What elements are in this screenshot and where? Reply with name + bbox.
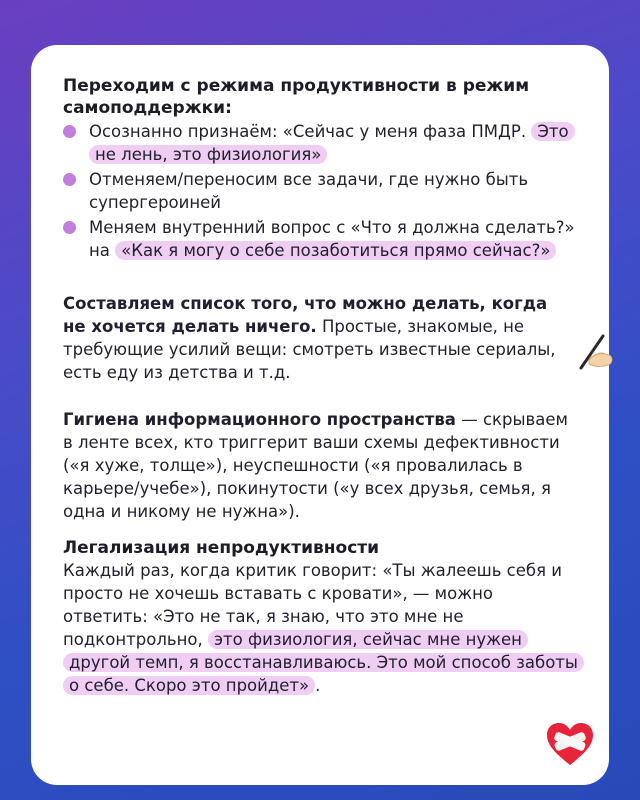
paragraph-text: — скрываем в ленте всех, кто триггерит ваши схемы дефективности («я хуже, толще»), неуспешности («я провалилась в карьере/учебе»), покинутости («у всех друзья, семья, я одна и никому не нужна»). [63, 410, 568, 521]
writing-hand-icon [575, 330, 617, 372]
list-item [63, 216, 579, 262]
bullet-text: Осознанно признаём: «Сейчас у меня фаза ПМДР. [89, 122, 527, 141]
bold-lead: Гигиена информационного пространства [63, 410, 456, 429]
section-comfort-list [63, 292, 579, 384]
bullet-dot-icon [63, 125, 76, 138]
section-heading: Легализация непродуктивности [63, 538, 380, 558]
section-heading: Переходим с режима продуктивности в режим самоподдержки: [63, 76, 530, 118]
section-legalization [63, 537, 579, 697]
bullet-dot-icon [63, 221, 76, 234]
bullet-dot-icon [63, 173, 76, 186]
bullet-text: Отменяем/переносим все задачи, где нужно быть супергероиней [89, 170, 529, 212]
bullet-text: Меняем внутренний вопрос с «Что я должна сделать?» на [89, 218, 575, 260]
bullet-list [63, 120, 579, 262]
content-card [31, 45, 609, 785]
mending-heart-icon [545, 721, 595, 767]
list-item [63, 168, 579, 214]
paragraph-text: Каждый раз, когда критик говорит: «Ты жалеешь себя и просто не хочешь вставать с кровати», — можно ответить: «Это не так, я знаю, что это мне не подконтрольно, [63, 561, 562, 649]
list-item [63, 120, 579, 166]
highlighted-text: это физиология, сейчас мне нужен другой темп, я восстанавливаюсь. Это мой способ заботы о себе. Скоро это пройдет» [63, 630, 584, 695]
highlighted-text: «Как я могу о себе позаботиться прямо сейчас?» [115, 241, 556, 260]
highlighted-text: Это не лень, это физиология» [89, 122, 575, 164]
paragraph-end: . [315, 676, 321, 695]
paragraph-text: Простые, знакомые, не требующие усилий вещи: смотреть известные сериалы, есть еду из детства и т.д. [63, 317, 556, 382]
section-info-hygiene [63, 408, 579, 523]
bold-lead: Составляем список того, что можно делать, когда не хочется делать ничего. [63, 294, 548, 336]
section-self-support [63, 75, 579, 262]
